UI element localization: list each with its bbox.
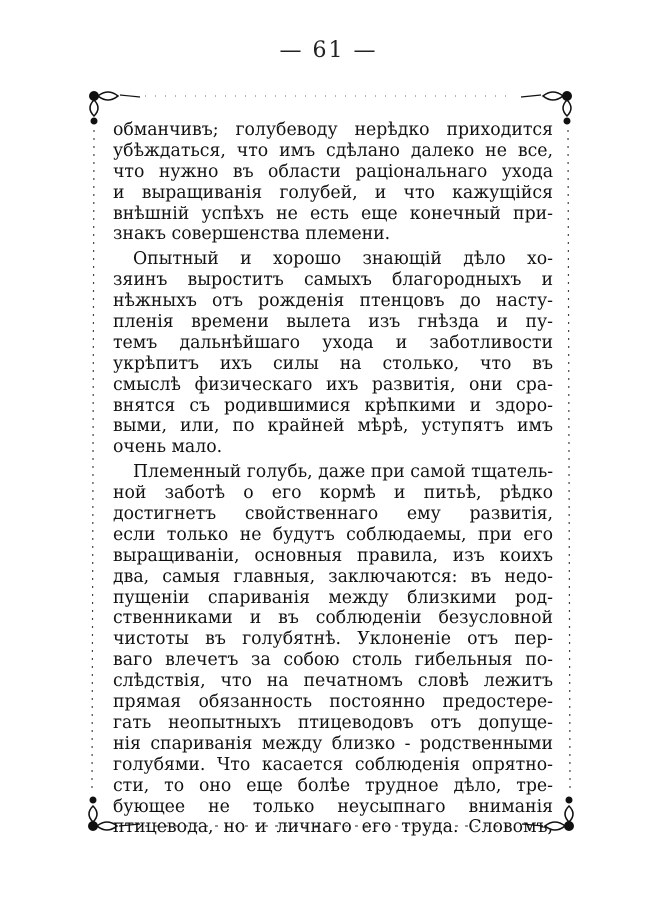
text-line: если только не будутъ соблюдаемы, при его	[113, 524, 553, 545]
text-line: укрѣпитъ ихъ силы на столько, что въ	[113, 353, 553, 374]
text-line: нѣжныхъ отъ рожденія птенцовъ до насту-	[113, 291, 553, 312]
paragraph	[113, 249, 553, 458]
text-line: ваго влечетъ за собою столь гибельныя по-	[113, 650, 553, 671]
text-line: темъ дальнѣйшаго ухода и заботливости	[113, 332, 553, 353]
text-line: внятся съ родившимися крѣпкими и здоро-	[113, 395, 553, 416]
text-line: чистоты въ голубятнѣ. Уклоненіе отъ пер-	[113, 629, 553, 650]
text-line: обманчивъ; голубеводу нерѣдко приходится	[113, 120, 553, 140]
text-line: убѣждаться, что имъ сдѣлано далеко не все,	[113, 140, 553, 161]
text-line: голубями. Что касается соблюденія опрятно-	[113, 754, 553, 775]
text-line: ной заботѣ о его кормѣ и питьѣ, рѣдко	[113, 483, 553, 504]
text-line: очень мало.	[113, 437, 223, 458]
text-line: сти, то оно еще болѣе трудное дѣло, тре-	[113, 775, 553, 796]
text-line: слѣдствія, что на печатномъ словѣ лежитъ	[113, 671, 553, 692]
text-line: пущеніи спариванія между близкими род-	[113, 587, 553, 608]
text-line: нія спариванія между близко - родственными	[113, 733, 553, 754]
text-line: смыслѣ физическаго ихъ развитія, они сра-	[113, 374, 553, 395]
left-border-line	[92, 130, 94, 790]
text-line: выми, или, по крайней мѣрѣ, уступятъ имъ	[113, 416, 553, 437]
text-line: достигнетъ свойственнаго ему развитія,	[113, 504, 553, 525]
text-line: Племенный голубь, даже при самой тщатель-	[133, 462, 554, 483]
text-line: ственниками и въ соблюденіи безусловной	[113, 608, 553, 629]
text-line: выращиваніи, основныя правила, изъ коихъ	[113, 545, 553, 566]
text-line: Опытный и хорошо знающій дѣло хо-	[133, 249, 553, 270]
text-line: и выращиванія голубей, и что кажущійся	[113, 182, 553, 203]
text-line: внѣшній успѣхъ не есть еще конечный при-	[113, 203, 553, 224]
text-line: бующее не только неусыпнаго вниманія	[113, 796, 553, 817]
text-line: что нужно въ области раціональнаго ухода	[113, 161, 553, 182]
right-border-line	[568, 130, 570, 790]
text-line: гать неопытныхъ птицеводовъ отъ допуще-	[113, 712, 553, 733]
paragraph	[113, 462, 553, 838]
text-line: прямая обязанность постоянно предостере-	[113, 692, 553, 713]
paragraph	[113, 120, 553, 245]
text-line: зяинъ выроститъ самыхъ благородныхъ и	[113, 270, 553, 291]
text-line: пленія времени вылета изъ гнѣзда и пу-	[113, 312, 553, 333]
page-number: — 61 —	[279, 38, 378, 63]
body-text	[113, 120, 553, 838]
text-line: птицевода, но и личнаго его труда. Словомъ,	[113, 817, 553, 838]
text-line: два, самыя главныя, заключаются: въ недо-	[113, 566, 553, 587]
text-line: знакъ совершенства племени.	[113, 224, 391, 245]
